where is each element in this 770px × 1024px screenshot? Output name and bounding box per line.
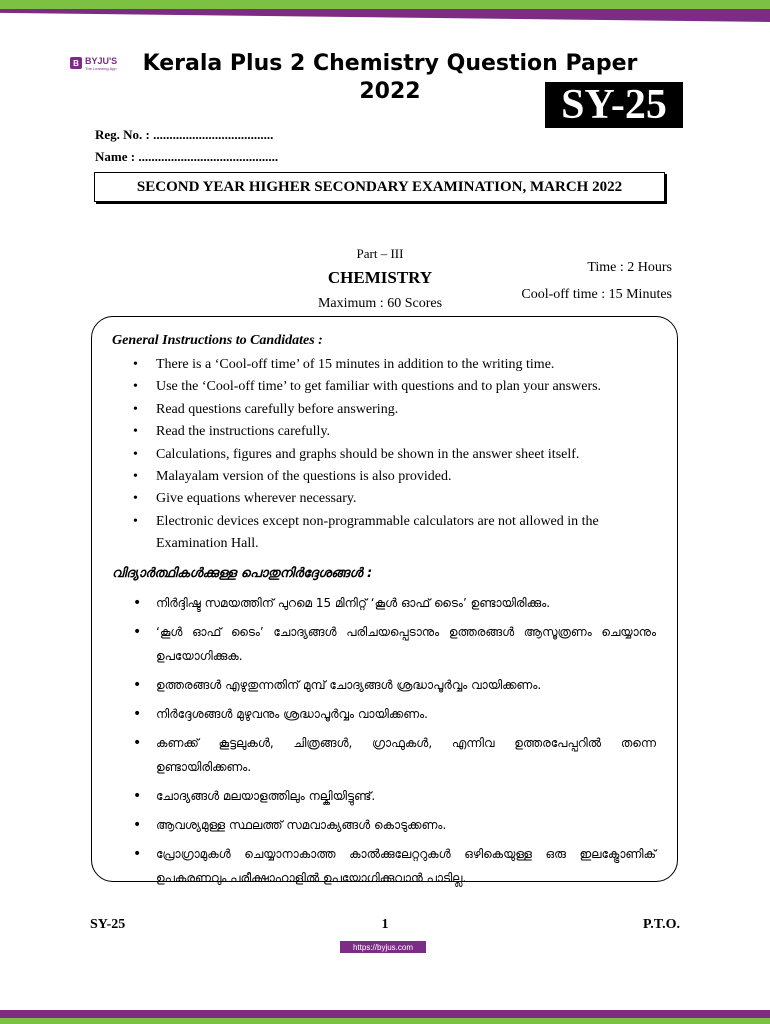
bottom-green-stripe [0,1018,770,1024]
paper-part: Part – III [356,246,404,261]
instructions-heading: General Instructions to Candidates : [112,333,323,348]
paper-subject: CHEMISTRY [327,268,433,287]
logo-mark-icon: B [70,57,82,69]
paper-code-badge: SY-25 [545,82,683,128]
exam-time: Time : 2 Hours [587,260,672,275]
instruction-item: • Use the ‘Cool-off time’ to get familiar with questions and to plan your answers. [112,376,652,398]
byjus-logo [70,53,117,73]
top-brand-band [0,0,770,22]
instructions-ml-heading: വിദ്യാർത്ഥികൾക്കുള്ള പൊതുനിർദ്ദേശങ്ങൾ : [112,566,373,581]
logo-tagline: The Learning App [85,65,117,71]
instruction-item: • There is a ‘Cool-off time’ of 15 minutes in addition to the writing time. [112,354,652,376]
footer-paper-code: SY-25 [90,917,126,932]
bottom-brand-band [0,1010,770,1024]
max-score: Maximum : 60 Scores [317,296,443,311]
instruction-item: • Read the instructions carefully. [112,421,652,443]
byjus-url-link[interactable]: https://byjus.com [340,941,426,953]
logo-brand-name: BYJU'S [85,55,118,66]
top-purple-stripe [0,9,770,22]
instruction-ml-item: • ഉത്തരങ്ങൾ എഴുതുന്നതിന് മുമ്പ് ചോദ്യങ്ങൾ ശ്രദ്ധാപൂർവ്വം വായിക്കണം. [112,673,656,697]
instructions-ml-list [112,591,656,895]
name-field: Name : ........................................... [95,149,279,164]
instruction-ml-item: • നിർദ്ദിഷ്ട സമയത്തിന് പുറമെ 15 മിനിറ്റ് ‘കൂൾ ഓഫ് ടൈം’ ഉണ്ടായിരിക്കും. [112,591,656,615]
top-green-stripe [0,0,770,10]
instruction-ml-item: • പ്രോഗ്രാമുകൾ ചെയ്യാനാകാത്ത കാൽക്കുലേറ്ററുകൾ ഒഴികെയുള്ള ഒരു ഇലക്ട്രോണിക് ഉപകരണവും പരീക്ഷാഹാളിൽ ഉപയോഗിക്കുവാൻ പാടില്ല. [112,842,656,890]
instruction-ml-item: • കണക്ക് കൂട്ടലുകൾ, ചിത്രങ്ങൾ, ഗ്രാഫുകൾ, എന്നിവ ഉത്തരപേപ്പറിൽ തന്നെ ഉണ്ടായിരിക്കണം. [112,731,656,779]
page-title: Kerala Plus 2 Chemistry Question Paper 2022 [142,51,638,104]
instruction-item: • Electronic devices except non-programmable calculators are not allowed in the Examination Hall. [112,511,652,556]
page-number: 1 [381,917,389,932]
instructions-list [112,354,652,556]
instruction-ml-item: • നിർദ്ദേശങ്ങൾ മുഴുവനും ശ്രദ്ധാപൂർവ്വം വായിക്കണം. [112,702,656,726]
cool-off-time: Cool-off time : 15 Minutes [521,287,672,302]
bottom-purple-stripe [0,1010,770,1018]
instruction-ml-item: • ചോദ്യങ്ങൾ മലയാളത്തിലും നല്കിയിട്ടുണ്ട്. [112,784,656,808]
instruction-item: • Read questions carefully before answering. [112,399,652,421]
instruction-item: • Calculations, figures and graphs should be shown in the answer sheet itself. [112,444,652,466]
instruction-ml-item: • ആവശ്യമുള്ള സ്ഥലത്ത് സമവാക്യങ്ങൾ കൊടുക്കണം. [112,813,656,837]
instruction-item: • Malayalam version of the questions is also provided. [112,466,652,488]
reg-no-field: Reg. No. : ..................................... [95,127,274,142]
exam-title-box: SECOND YEAR HIGHER SECONDARY EXAMINATION, MARCH 2022 [94,172,665,202]
instruction-ml-item: • ‘കൂൾ ഓഫ് ടൈം’ ചോദ്യങ്ങൾ പരിചയപ്പെടാനും ഉത്തരങ്ങൾ ആസൂത്രണം ചെയ്യാനും ഉപയോഗിക്കുക. [112,620,656,668]
pto-label: P.T.O. [643,917,680,932]
instruction-item: • Give equations wherever necessary. [112,488,652,510]
